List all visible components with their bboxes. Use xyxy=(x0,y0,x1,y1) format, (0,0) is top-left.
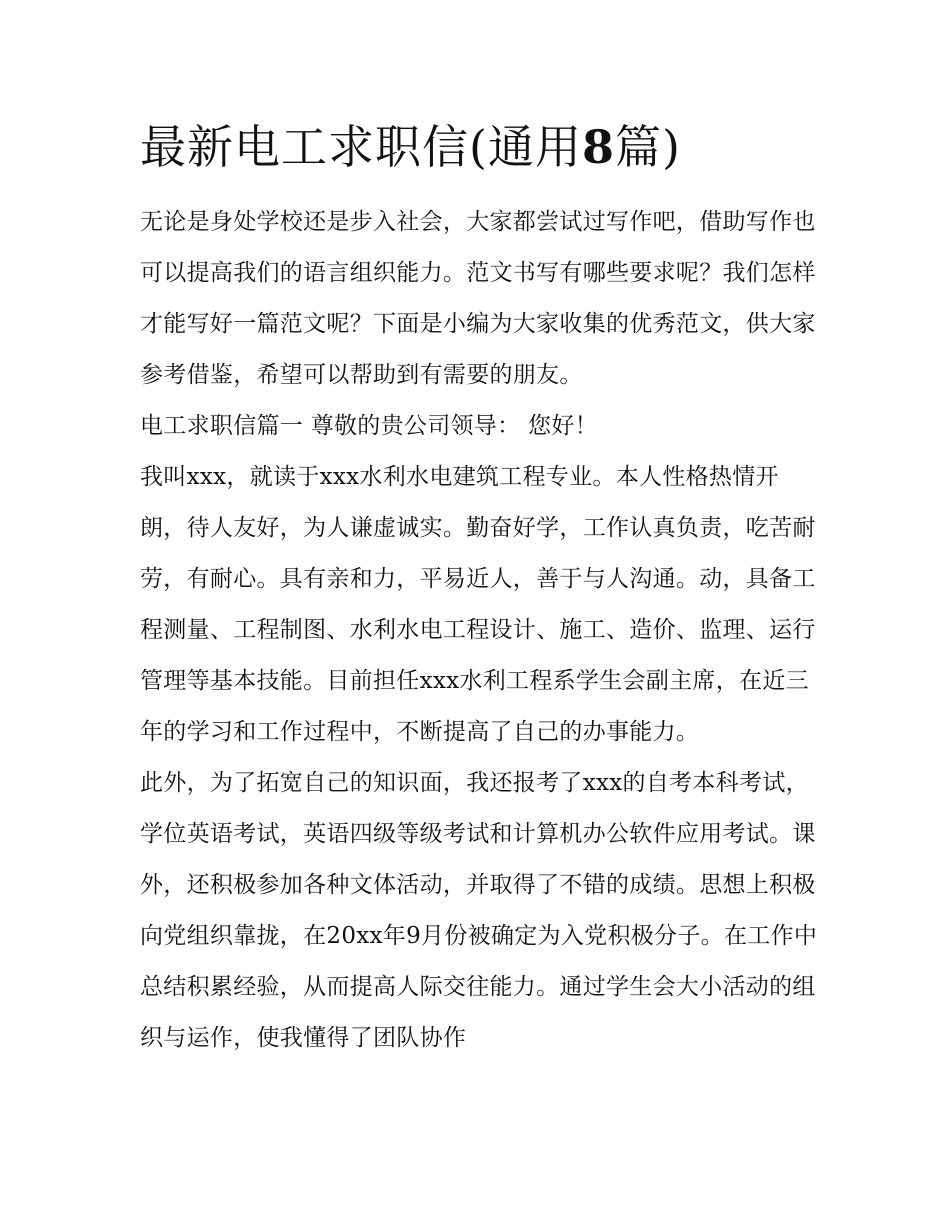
document-body xyxy=(140,197,820,1064)
paragraph-self-introduction: 我叫xxx，就读于xxx水利水电建筑工程专业。本人性格热情开朗，待人友好，为人谦虚诚实。勤奋好学，工作认真负责，吃苦耐劳，有耐心。具有亲和力，平易近人，善于与人沟通。动，具备工程测量、工程制图、水利水电工程设计、施工、造价、监理、运行管理等基本技能。目前担任xxx水利工程系学生会副主席，在近三年的学习和工作过程中，不断提高了自己的办事能力。 xyxy=(140,464,816,745)
paragraph-salutation: 电工求职信篇一 尊敬的贵公司领导： 您好！ xyxy=(140,413,598,439)
document-title xyxy=(140,118,820,176)
paragraph-extracurricular: 此外，为了拓宽自己的知识面，我还报考了xxx的自考本科考试，学位英语考试，英语四级等级考试和计算机办公软件应用考试。课外，还积极参加各种文体活动，并取得了不错的成绩。思想上积极向党组织靠拢，在20xx年9月份被确定为入党积极分子。在工作中总结积累经验，从而提高人际交往能力。通过学生会大小活动的组织与运作，使我懂得了团队协作 xyxy=(140,770,818,1051)
title-prefix: 最新电工求职信(通用 xyxy=(140,120,582,174)
title-number: 8 xyxy=(581,120,615,174)
title-suffix: 篇) xyxy=(614,120,681,174)
paragraph-intro: 无论是身处学校还是步入社会，大家都尝试过写作吧，借助写作也可以提高我们的语言组织能力。范文书写有哪些要求呢？我们怎样才能写好一篇范文呢？下面是小编为大家收集的优秀范文，供大家参考借鉴，希望可以帮助到有需要的朋友。 xyxy=(140,209,816,388)
